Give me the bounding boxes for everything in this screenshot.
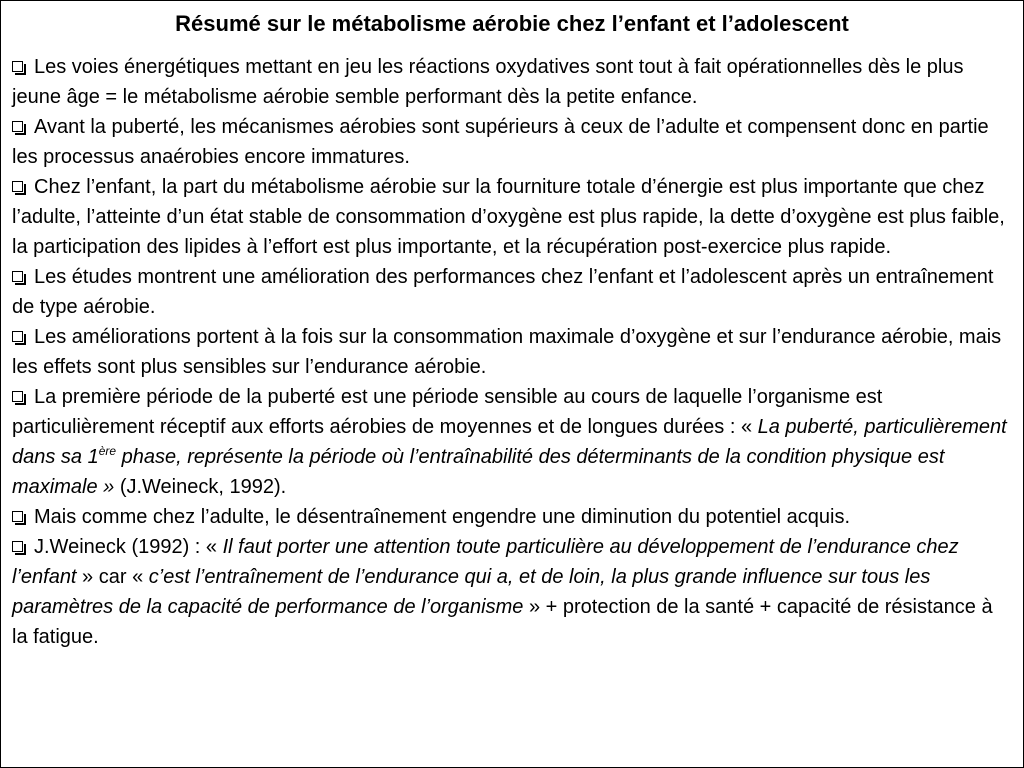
checkbox-bullet-icon [12, 511, 23, 522]
checkbox-bullet-icon [12, 61, 23, 72]
bullet-item [12, 502, 1009, 532]
bullet-text: Les voies énergétiques mettant en jeu les réactions oxydatives sont tout à fait opérationnelles dès le plus jeune âge = le métabolisme aérobie semble performant dès la petite enfance. [12, 56, 964, 108]
checkbox-bullet-icon [12, 541, 23, 552]
bullet-text: Les améliorations portent à la fois sur la consommation maximale d’oxygène et sur l’endurance aérobie, mais les effets sont plus sensibles sur l’endurance aérobie. [12, 326, 1002, 378]
bullet-list [1, 52, 1023, 652]
quote-text: La puberté, particulièrement dans sa 1 [12, 416, 1007, 468]
quote-superscript: ère [98, 444, 117, 458]
bullet-text: Avant la puberté, les mécanismes aérobies sont supérieurs à ceux de l’adulte et compensent donc en partie les processus anaérobies encore immatures. [12, 116, 989, 168]
bullet-text: » + protection de la santé + capacité de résistance à la fatigue. [12, 596, 993, 648]
bullet-text: La première période de la puberté est une période sensible au cours de laquelle l’organisme est particulièrement réceptif aux efforts aérobies de moyennes et de longues durées : « [12, 386, 883, 438]
quote-text: Il faut porter une attention toute particulière au développement de l’endurance chez l’enfant [12, 536, 959, 588]
quote-text: c’est l’entraînement de l’endurance qui a, et de loin, la plus grande influence sur tous les paramètres de la capacité de performance de l’organisme [12, 566, 931, 618]
quote-text: phase, représente la période où l’entraînabilité des déterminants de la condition physique est maximale » [12, 446, 945, 498]
slide-title: Résumé sur le métabolisme aérobie chez l’enfant et l’adolescent [175, 11, 849, 36]
citation-text: (J.Weineck, 1992). [114, 476, 287, 498]
bullet-text: Les études montrent une amélioration des performances chez l’enfant et l’adolescent après un entraînement de type aérobie. [12, 266, 994, 318]
bullet-item [12, 52, 1009, 112]
bullet-item [12, 262, 1009, 322]
checkbox-bullet-icon [12, 391, 23, 402]
checkbox-bullet-icon [12, 271, 23, 282]
checkbox-bullet-icon [12, 121, 23, 132]
checkbox-bullet-icon [12, 181, 23, 192]
bullet-item [12, 322, 1009, 382]
bullet-text: J.Weineck (1992) : « [34, 536, 223, 558]
bullet-item [12, 172, 1009, 262]
bullet-text: » car « [76, 566, 149, 588]
bullet-item [12, 532, 1009, 652]
bullet-text: Mais comme chez l’adulte, le désentraînement engendre une diminution du potentiel acquis. [34, 506, 851, 528]
bullet-text: Chez l’enfant, la part du métabolisme aérobie sur la fourniture totale d’énergie est plus importante que chez l’adulte, l’atteinte d’un état stable de consommation d’oxygène est plus rapide, la dette d’oxygène est plus faible, la participation des lipides à l’effort est plus importante, et la récupération post-exercice plus rapide. [12, 176, 1005, 258]
bullet-item [12, 112, 1009, 172]
checkbox-bullet-icon [12, 331, 23, 342]
bullet-item [12, 382, 1009, 502]
